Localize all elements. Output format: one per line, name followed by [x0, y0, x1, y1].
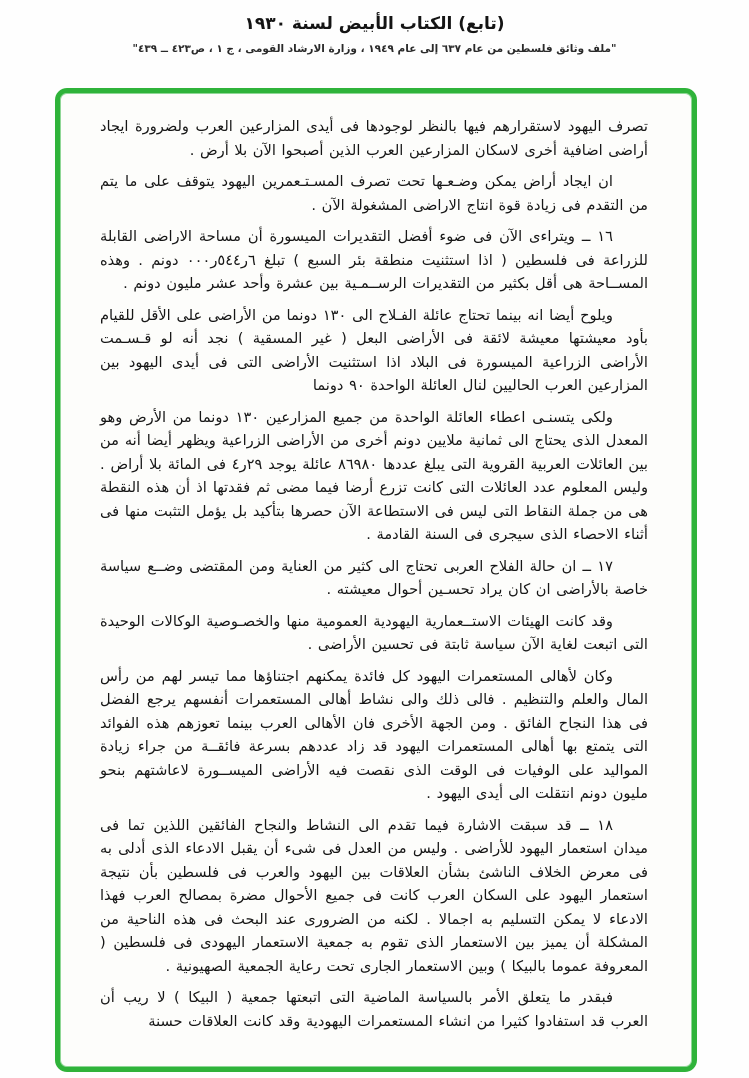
- paragraph-section-16: ١٦ ــ ويتراءى الآن فى ضوء أفضل التقديرات الميسورة أن مساحة الاراضى القابلة للزراعة فى فلسطين ( اذا استثنيت منطقة بئر السبع ) تبلغ ٦ر٥٤٤ر٠٠٠ دونم . وهذه المســاحة هى أقل بكثير من التقديرات الرســمـية بين عشرة وأحد عشر مليون دونم .: [100, 228, 648, 292]
- paragraph: ولكى يتسنـى اعطاء العائلة الواحدة من جميع المزارعين ١٣٠ دونما من الأرض وهو المعدل الذى يحتاج الى ثمانية ملايين دونم أخرى من الأراضى الزراعية ويظهر أيضا أنه من بين العائلات العربية القروية التى يبلغ عددها ٨٦٩٨٠ عائلة يوجد ٢٩ر٤ فى المائة بلا أراض . وليس المعلوم عدد العائلات التى كانت تزرع أرضا فيما مضى ثم فقدتها اذ أن هذه النقطة هى من جملة النقاط التى ليس فى الاستطاعة الآن حصرها بتأكيد بل يؤمل التثبت منها فى أثناء الاحصاء الذى سيجرى فى السنة القادمة .: [100, 408, 648, 543]
- paragraph-section-17: ١٧ ــ ان حالة الفلاح العربى تحتاج الى كثير من العناية ومن المقتضى وضــع سياسة خاصة بالأراضى ان كان يراد تحسـين أحوال معيشته .: [100, 557, 648, 598]
- document-title: (تابع) الكتاب الأبيض لسنة ١٩٣٠: [244, 14, 505, 34]
- text-area: [60, 93, 692, 1067]
- document-body: [100, 115, 648, 1033]
- paragraph-section-18: ١٨ ــ قد سبقت الاشارة فيما تقدم الى النشاط والنجاح الفائقين اللذين تما فى ميدان استعمار اليهود للأراضى . وليس من العدل فى شىء أن يقبل الادعاء الذى أدلى به فى معرض الخلاف الناشئ بشأن العلاقات بين اليهود والعرب فى فلسطين بأن نتيجة استعمار اليهود على السكان العرب كانت فى جميع الأحوال مضرة بمصالح العرب فهذا الادعاء لا يمكن التسليم به اجمالا . لكنه من الضرورى عند البحث فى هذه الناحية من المشكلة أن يميز بين الاستعمار الذى تقوم به جمعية الاستعمار اليهودى فى فلسطين ( المعروفة عموما بالبيكا ) وبين الاستعمار الجارى تحت رعاية الجمعية الصهيونية .: [100, 816, 648, 975]
- paragraph: ويلوح أيضا انه بينما تحتاج عائلة الفـلاح الى ١٣٠ دونما من الأراضى على الأقل للقيام بأود معيشتها معيشة لائقة فى الأراضى البعل ( غير المسقية ) نجد أنه لو قـسـمت الأراضى الزراعية الميسورة فى البلاد اذا استثنيت الأراضى التى فى أيدى اليهود بين المزارعين العرب الحاليين لنال العائلة الواحدة ٩٠ دونما: [100, 306, 648, 394]
- paragraph-continuation: تصرف اليهود لاستقرارهم فيها بالنظر لوجودها فى أيدى المزارعين العرب ولضرورة ايجاد أراضى اضافية أخرى لاسكان المزارعين العرب الذين أصبحوا الآن بلا أرض .: [100, 118, 648, 159]
- document-header: [0, 0, 749, 55]
- document-source-line: "ملف وثائق فلسطين من عام ٦٣٧ إلى عام ١٩٤٩ ، وزارة الارشاد القومى ، ج ١ ، ص٤٢٣ ــ ٤٣٩": [132, 43, 617, 55]
- paragraph: وكان لأهالى المستعمرات اليهود كل فائدة يمكنهم اجتناؤها مما تيسر لهم من رأس المال والعلم والتنظيم . فالى ذلك والى نشاط أهالى المستعمرات أنفسهم يرجع الفضل فى هذا النجاح الفائق . ومن الجهة الأخرى فان الأهالى العرب بينما تعوزهم هذه الفوائد التى يتمتع بها أهالى المستعمرات اليهود قد زاد عددهم بسرعة فائقــة من جراء زيادة المواليد على الوفيات فى الوقت الذى نقصت فيه الأراضى الميســورة لاعاشتهم بنحو مليون دونم انتقلت الى أيدى اليهود .: [100, 667, 648, 802]
- green-border-frame: [55, 88, 697, 1072]
- paragraph: ان ايجاد أراض يمكن وضـعـها تحت تصرف المسـتـعمرين اليهود يتوقف على ما يتم من التقدم فى زيادة قوة انتاج الاراضى المشغولة الآن .: [100, 173, 648, 214]
- paragraph: فبقدر ما يتعلق الأمر بالسياسة الماضية التى اتبعتها جمعية ( البيكا ) لا ريب أن العرب قد استفادوا كثيرا من انشاء المستعمرات اليهودية وقد كانت العلاقات حسنة: [100, 989, 648, 1030]
- paragraph: وقد كانت الهيئات الاستــعمارية اليهودية العمومية منها والخصـوصية الوكالات الوحيدة التى اتبعت لغاية الآن سياسة ثابتة فى تحسين الأراضى .: [100, 612, 648, 653]
